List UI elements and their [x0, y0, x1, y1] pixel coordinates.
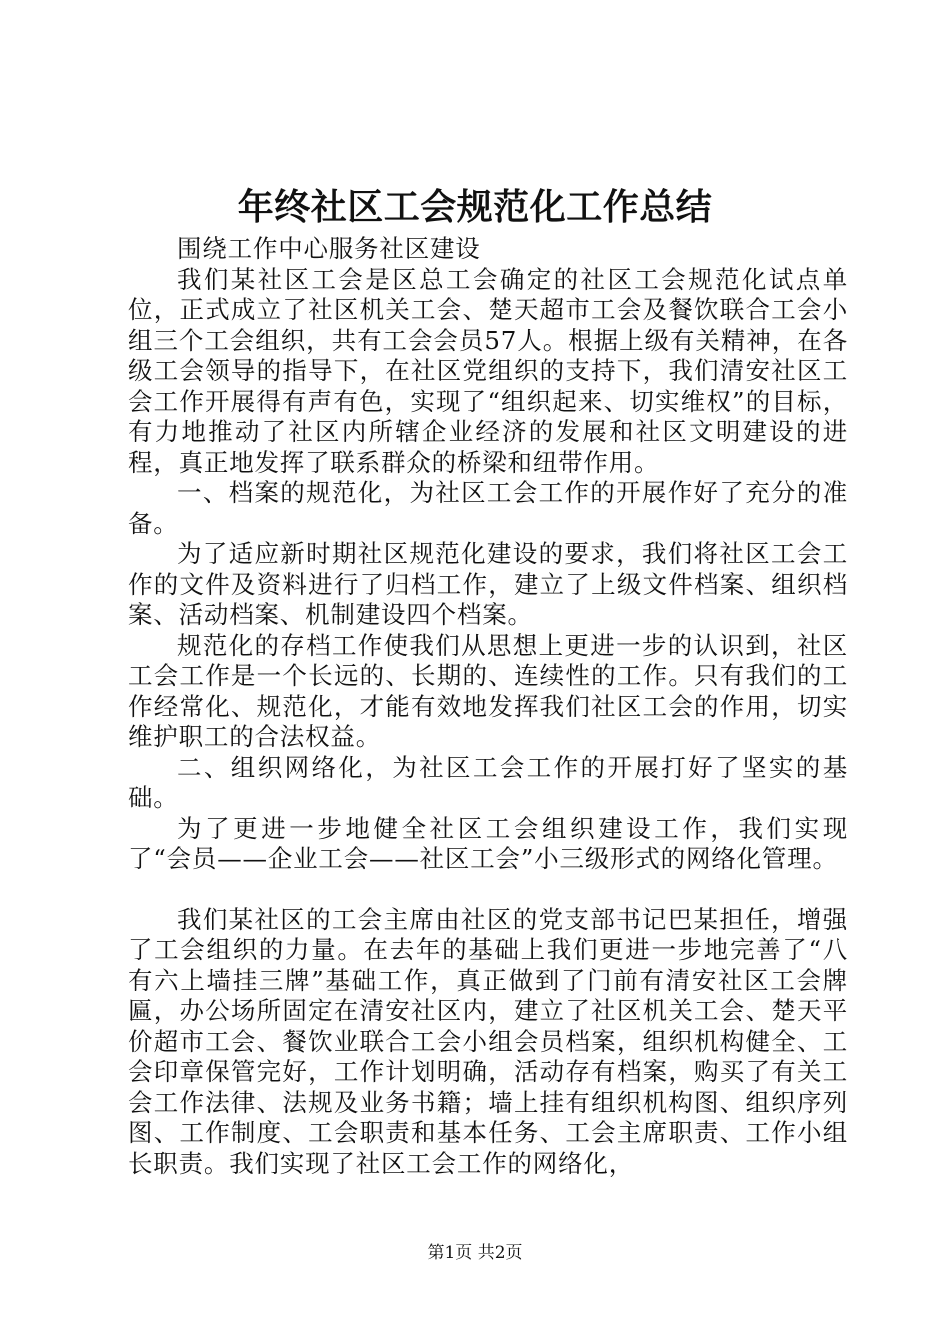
section-heading-2: 二、组织网络化，为社区工会工作的开展打好了坚实的基础。 — [128, 752, 848, 812]
document-body — [128, 234, 848, 1179]
paragraph-subtitle: 围绕工作中心服务社区建设 — [177, 234, 481, 263]
paragraph: 规范化的存档工作使我们从思想上更进一步的认识到，社区工会工作是一个长远的、长期的、连续性的工作。只有我们的工作经常化、规范化，才能有效地发挥我们社区工会的作用，切实维护职工的合法权益。 — [128, 630, 848, 751]
section-heading-1: 一、档案的规范化，为社区工会工作的开展作好了充分的准备。 — [128, 478, 848, 538]
paragraph: 为了更进一步地健全社区工会组织建设工作，我们实现了“会员——企业工会——社区工会”小三级形式的网络化管理。 — [128, 813, 848, 873]
paragraph: 为了适应新时期社区规范化建设的要求，我们将社区工会工作的文件及资料进行了归档工作，建立了上级文件档案、组织档案、活动档案、机制建设四个档案。 — [128, 539, 848, 629]
paragraph-intro: 我们某社区工会是区总工会确定的社区工会规范化试点单位，正式成立了社区机关工会、楚天超市工会及餐饮联合工会小组三个工会组织，共有工会会员57人。根据上级有关精神，在各级工会领导的指导下，在社区党组织的支持下，我们清安社区工会工作开展得有声有色，实现了“组织起来、切实维权”的目标，有力地推动了社区内所辖企业经济的发展和社区文明建设的进程，真正地发挥了联系群众的桥梁和纽带作用。 — [128, 264, 848, 477]
paragraph: 我们某社区的工会主席由社区的党支部书记巴某担任，增强了工会组织的力量。在去年的基础上我们更进一步地完善了“八有六上墙挂三牌”基础工作，真正做到了门前有清安社区工会牌匾，办公场所固定在清安社区内，建立了社区机关工会、楚天平价超市工会、餐饮业联合工会小组会员档案，组织机构健全、工会印章保管完好，工作计划明确，活动存有档案，购买了有关工会工作法律、法规及业务书籍；墙上挂有组织机构图、组织序列图、工作制度、工会职责和基本任务、工会主席职责、工作小组长职责。我们实现了社区工会工作的网络化， — [128, 904, 849, 1178]
page-number-footer: 第1页 共2页 — [427, 1243, 523, 1263]
blank-line — [128, 875, 848, 905]
document-title: 年终社区工会规范化工作总结 — [237, 187, 713, 228]
